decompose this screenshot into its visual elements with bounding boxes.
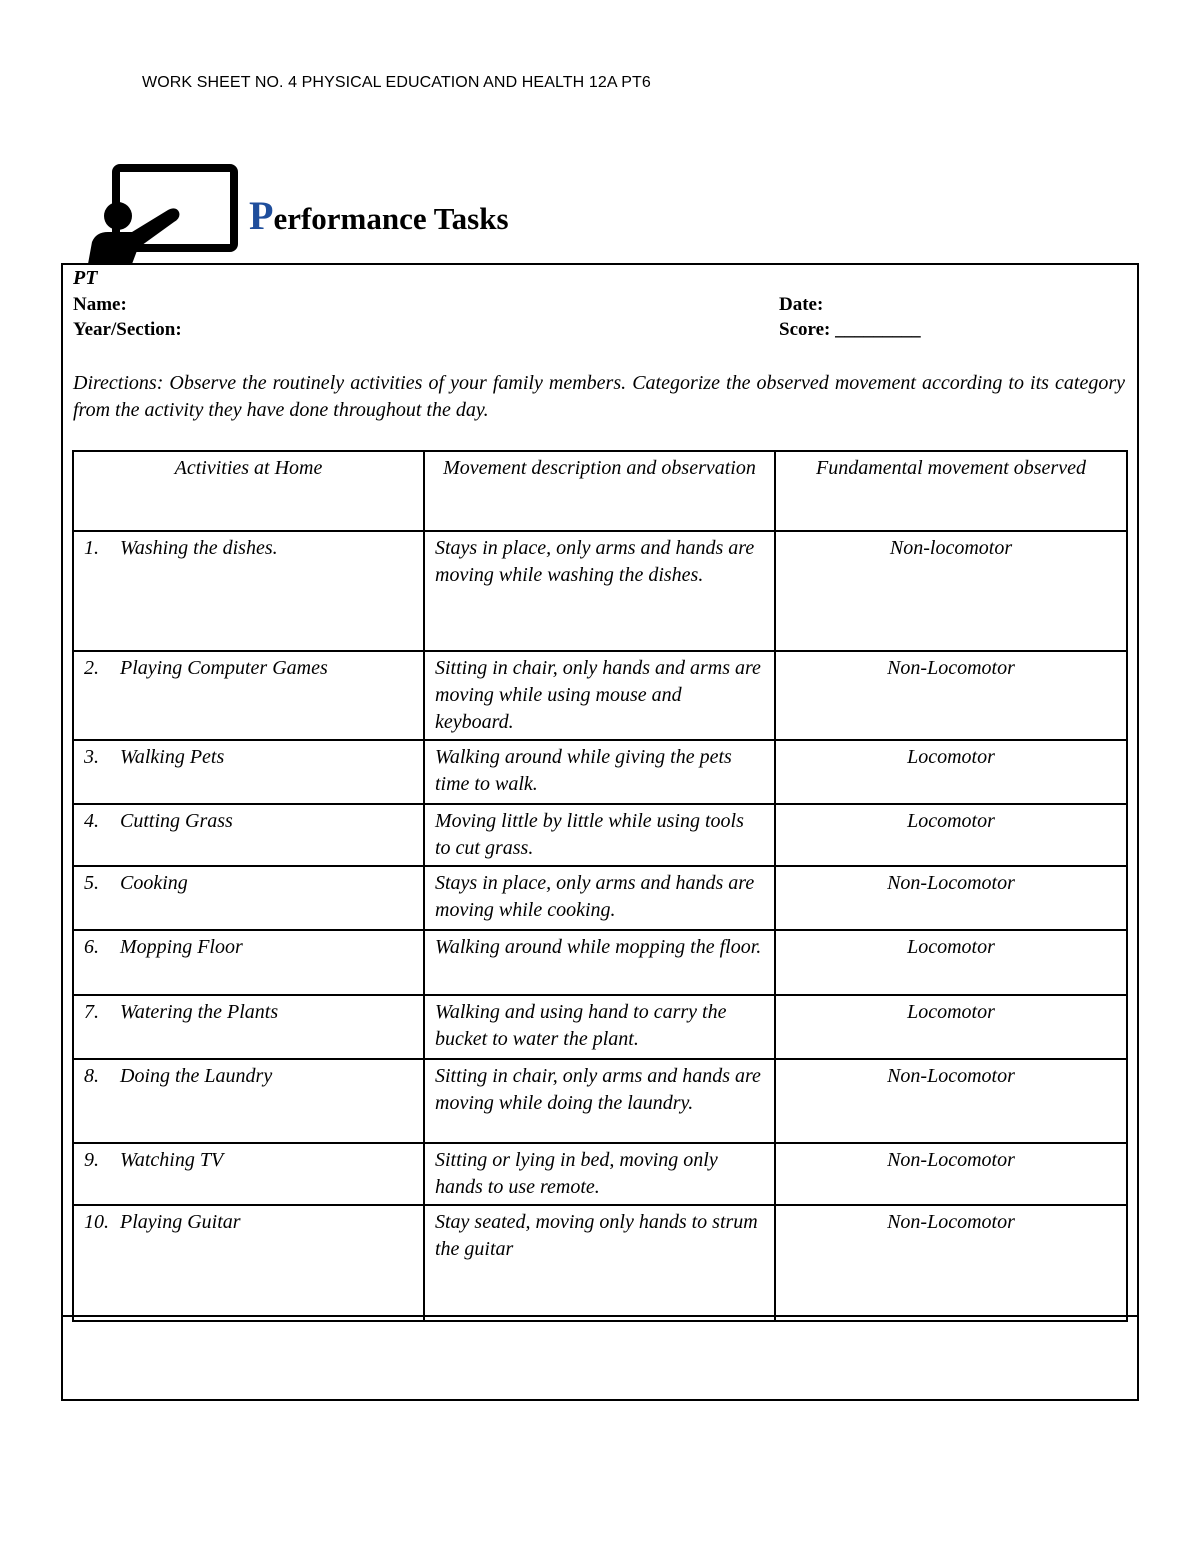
- table-row: [73, 995, 1127, 1059]
- column-header: Fundamental movement observed: [775, 451, 1127, 531]
- description-cell: Walking around while giving the pets time to walk.: [424, 740, 775, 804]
- table-row: [73, 1205, 1127, 1321]
- row-number: 4.: [84, 810, 99, 832]
- description-cell: Sitting in chair, only hands and arms are moving while using mouse and keyboard.: [424, 651, 775, 740]
- title-rest: erformance Tasks: [273, 201, 509, 236]
- row-number: 7.: [84, 1001, 99, 1023]
- activity-name: Walking Pets: [120, 746, 225, 768]
- movement-cell: Non-Locomotor: [775, 1143, 1127, 1205]
- column-header: Movement description and observation: [424, 451, 775, 531]
- name-label: Name:: [73, 294, 127, 315]
- directions-text: Directions: Observe the routinely activities of your family members. Categorize the observed movement according to its category from the activity they have done throughout the day.: [73, 372, 1125, 421]
- title-first-letter: P: [249, 193, 274, 238]
- row-number: 3.: [84, 746, 99, 768]
- description-cell: Walking around while mopping the floor.: [424, 930, 775, 995]
- movement-cell: Non-Locomotor: [775, 866, 1127, 930]
- activity-name: Cutting Grass: [120, 810, 233, 832]
- activity-cell: [73, 531, 424, 651]
- table-row: [73, 866, 1127, 930]
- activity-name: Cooking: [120, 872, 188, 894]
- activity-name: Mopping Floor: [120, 936, 243, 958]
- movement-cell: Non-locomotor: [775, 531, 1127, 651]
- movement-cell: Locomotor: [775, 740, 1127, 804]
- description-cell: Moving little by little while using tools to cut grass.: [424, 804, 775, 866]
- table-row: [73, 1143, 1127, 1205]
- activity-cell: [73, 995, 424, 1059]
- row-number: 9.: [84, 1149, 99, 1171]
- activities-table: [72, 450, 1128, 1322]
- table-header-row: [73, 451, 1127, 531]
- year-section-label: Year/Section:: [73, 319, 182, 340]
- row-number: 1.: [84, 537, 99, 559]
- date-label: Date:: [779, 294, 824, 315]
- table-row: [73, 651, 1127, 740]
- activity-name: Watering the Plants: [120, 1001, 279, 1023]
- table-row: [73, 531, 1127, 651]
- description-cell: Stay seated, moving only hands to strum the guitar: [424, 1205, 775, 1321]
- activity-name: Watching TV: [120, 1149, 224, 1171]
- movement-cell: Non-Locomotor: [775, 1205, 1127, 1321]
- table-row: [73, 1059, 1127, 1143]
- row-number: 5.: [84, 872, 99, 894]
- description-cell: Walking and using hand to carry the bucket to water the plant.: [424, 995, 775, 1059]
- movement-cell: Locomotor: [775, 930, 1127, 995]
- movement-cell: Locomotor: [775, 804, 1127, 866]
- score-label: Score: _________: [779, 319, 921, 340]
- activity-name: Washing the dishes.: [120, 537, 278, 559]
- movement-cell: Non-Locomotor: [775, 1059, 1127, 1143]
- activity-cell: [73, 1059, 424, 1143]
- activity-cell: [73, 740, 424, 804]
- page-title: [249, 192, 509, 239]
- description-cell: Sitting in chair, only arms and hands are moving while doing the laundry.: [424, 1059, 775, 1143]
- table-row: [73, 804, 1127, 866]
- row-number: 6.: [84, 936, 99, 958]
- column-header: Activities at Home: [73, 451, 424, 531]
- row-number: 2.: [84, 657, 99, 679]
- activity-cell: [73, 651, 424, 740]
- activity-name: Playing Computer Games: [120, 657, 328, 679]
- activity-cell: [73, 1143, 424, 1205]
- row-number: 10.: [84, 1211, 109, 1233]
- activity-name: Doing the Laundry: [120, 1065, 273, 1087]
- table-row: [73, 740, 1127, 804]
- description-cell: Stays in place, only arms and hands are moving while washing the dishes.: [424, 531, 775, 651]
- activity-cell: [73, 866, 424, 930]
- description-cell: Sitting or lying in bed, moving only hands to use remote.: [424, 1143, 775, 1205]
- activity-cell: [73, 1205, 424, 1321]
- activity-cell: [73, 804, 424, 866]
- activity-name: Playing Guitar: [120, 1211, 241, 1233]
- pt-label: PT: [73, 267, 98, 289]
- worksheet-header: WORK SHEET NO. 4 PHYSICAL EDUCATION AND HEALTH 12A PT6: [142, 74, 651, 91]
- table-row: [73, 930, 1127, 995]
- movement-cell: Non-Locomotor: [775, 651, 1127, 740]
- row-number: 8.: [84, 1065, 99, 1087]
- teacher-at-board-icon: [86, 164, 238, 264]
- activity-cell: [73, 930, 424, 995]
- movement-cell: Locomotor: [775, 995, 1127, 1059]
- description-cell: Stays in place, only arms and hands are moving while cooking.: [424, 866, 775, 930]
